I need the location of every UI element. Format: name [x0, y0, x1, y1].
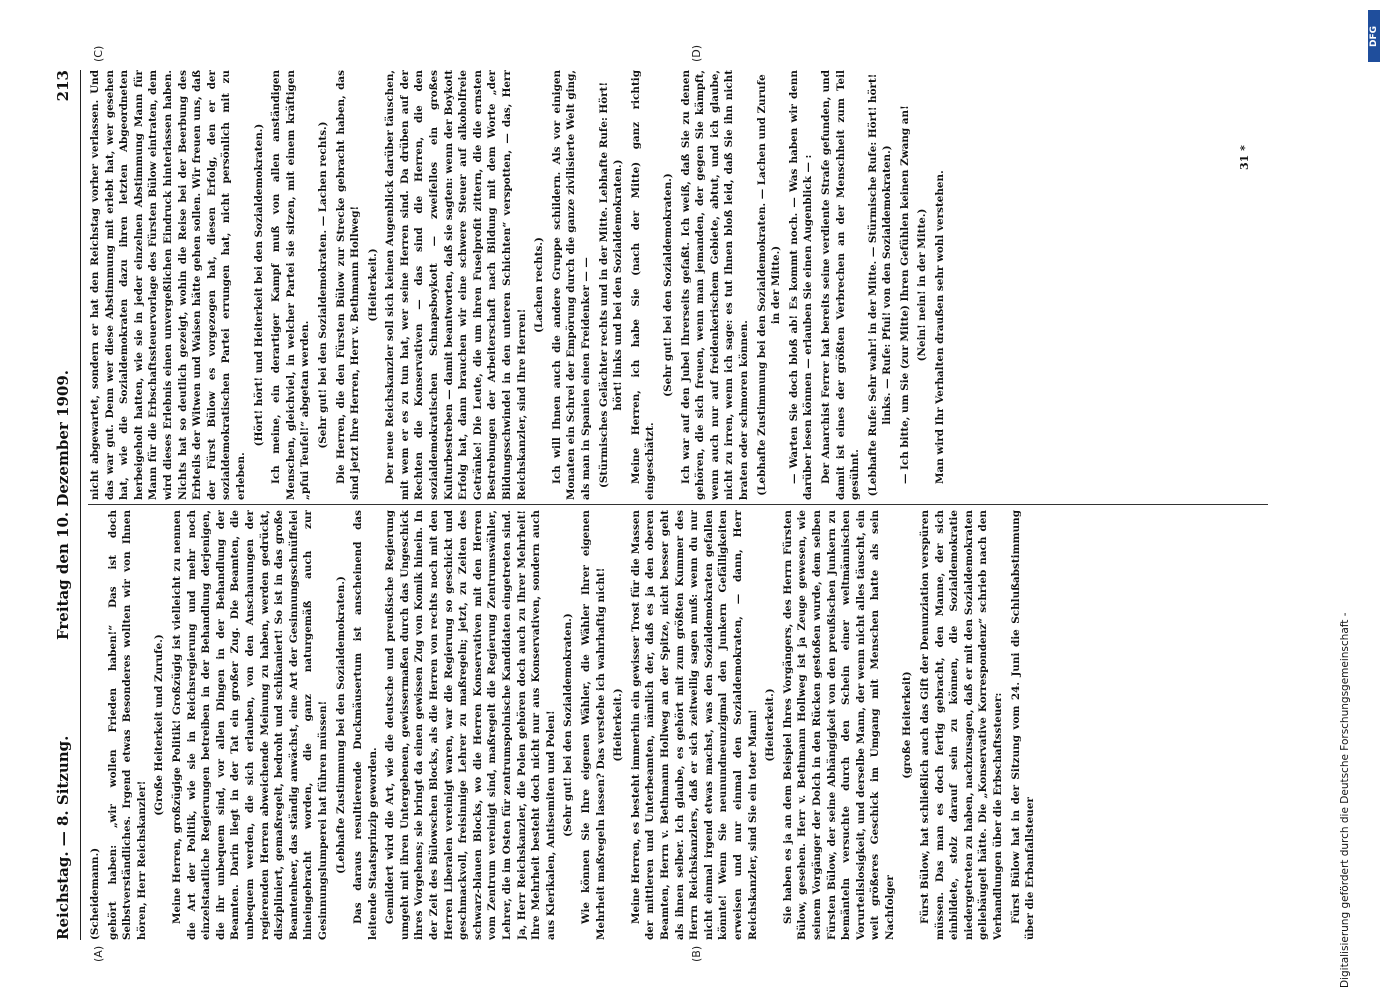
dfg-logo: DFG — [1368, 10, 1380, 62]
interjection: (Nein! nein! in der Mitte.) — [916, 208, 929, 362]
interjection: (Heiterkeit.) — [366, 248, 379, 322]
interjection: (Lebhafte Zustimmung bei den Sozialdemokraten.) — [334, 576, 347, 874]
digitization-note: Digitalisierung gefördert durch die Deutsche Forschungsgemeinschaft - — [1339, 612, 1351, 988]
paragraph: Ich will Ihnen auch die andere Gruppe schildern. Als vor einigen Monaten ein Schrei der Empörung durch die ganze zivilisierte Welt ging, als man in Spanien einen Freidenker — — — [550, 70, 592, 500]
margin-mark-b: (B) — [690, 945, 703, 962]
signature-mark: 31 * — [1238, 145, 1251, 170]
paragraph: Meine Herren, großzügige Politik! Großzügig ist vielleicht zu nennen die Art der Politik, wie sie in Reichsregierung und mehr noch einzelstaatliche Regierungen betreiben in der Behandlung derjenigen, die ihr unbequem sind, vor allen Dingen in der Behandlung der Beamten. Darin liegt in der Tat ein großer Zug. Die Beamten, die unbequem werden, die sich erlauben, von den Anschauungen der regierenden Herren abweichende Meinung zu haben, werden gedrückt, diszipliniert, gemaßregelt, bedroht und schikaniert! So ist in das große Beamtenheer, das ständig anwächst, eine Art der Gesinnungsschnüffelei hineingebracht worden, die ganz naturgemäß auch zur Gesinnungslumperei hat führen müssen! — [170, 510, 329, 940]
paragraph: Der Anarchist Ferrer hat bereits seine verdiente Strafe gefunden, und damit ist eines der größten Verbrechen an der Menschheit zum Teil gesühnt. — [819, 70, 862, 500]
header-rule — [80, 70, 81, 940]
margin-mark-c: (C) — [92, 45, 105, 62]
interjection: (Lebhafte Zustimmung bei den Sozialdemokraten. — Lachen und Zurufe in der Mitte.) — [755, 74, 783, 496]
paragraph: Meine Herren, ich habe Sie (nach der Mitte) ganz richtig eingeschätzt. — [629, 70, 657, 500]
paragraph: Sie haben es ja an dem Beispiel Ihres Vorgängers, des Herrn Fürsten Bülow, gesehen. Herr v. Bethmann Hollweg ist ja Zeuge gewesen, wie seinem Vorgänger der Dolch in den Rücken gestoßen wurde, dem selben Fürsten Bülow, der seine Abhängigkeit von den preußischen Junkern zu bemänteln versuchte durch den Schein einer weltmännischen Vorurteilslosigkeit, und derselbe Mann, der wenn nicht alles täuscht, ein weit größeres Geschick im Umgang mit Menschen hatte als sein Nachfolger — [781, 510, 896, 940]
paragraph: Wie können Sie Ihre eigenen Wähler, die Wähler Ihrer eigenen Mehrheit maßregeln lassen? Das verstehe ich wahrhaftig nicht! — [580, 510, 607, 940]
paragraph: Gemildert wird die Art, wie die deutsche und preußische Regierung umgeht mit ihren Untergebenen, gewissermaßen durch das Ungeschick ihres Vorgehens; sie bringt da einen gewissen Zug von Komik hinein. In der Zeit des Bülowschen Blocks, als die Herren von rechts noch mit den Herren Liberalen vereinigt waren, war die Regierung so geschickt und geschmackvoll, freisinnige Lehrer zu maßregeln; jetzt, zu Zeiten des schwarz-blauen Blocks, wo die Herren Konservativen mit den Herren vom Zentrum vereinigt sind, maßregelt die Regierung Zentrumswähler, Lehrer, die im Osten für zentrumspolnische Kandidaten eingetreten sind. Ja, Herr Reichskanzler, die Polen gehören doch auch zu Ihrer Mehrheit! Ihre Mehrheit besteht doch nicht nur aus Konservativen, sondern auch aus Klerikalen, Antisemiten und Polen! — [384, 510, 557, 940]
paragraph: Der neue Reichskanzler soll sich keinen Augenblick darüber täuschen, mit wem er es zu tun hat, wer seine Herren sind. Da drüben auf der Rechten die Konservativen — das sind die Herren, die den sozialdemokratischen Schnapsboykott — zweifellos ein großes Kulturbestreben — damit beantworten, daß sie sagten: wenn der Boykott Erfolg hat, dann brauchen wir eine schwere Steuer auf alkoholfreie Getränke! Die Leute, die um ihren Fuselprofit zittern, die die ernsten Bestrebungen der Arbeiterschaft nach Bildung mit dem Worte „der Bildungsschwindel in den unteren Schichten“ verspotten, — das, Herr Reichskanzler, sind Ihre Herren! — [384, 70, 528, 500]
interjection: (Lachen rechts.) — [533, 237, 546, 333]
page-header — [50, 70, 78, 940]
interjection: (Hört! hört! und Heiterkeit bei den Sozialdemokraten.) — [252, 123, 265, 447]
paragraph: — Ich bitte, um Sie (zur Mitte) Ihren Gefühlen keinen Zwang an! — [898, 105, 911, 484]
interjection: (Sehr gut! bei den Sozialdemokraten. — Lachen rechts.) — [316, 121, 329, 449]
paragraph: Fürst Bülow hat in der Sitzung vom 24. Juni die Schlußabstimmung über die Erbanfallsteuer — [1009, 510, 1037, 940]
interjection: (Stürmisches Gelächter rechts und in der Mitte. Lebhafte Rufe: Hört! hört! links und bei den Sozialdemokraten.) — [597, 81, 625, 489]
interjection: (Sehr gut! bei den Sozialdemokraten.) — [661, 173, 674, 397]
margin-mark-d: (D) — [690, 44, 703, 62]
paragraph: Man wird Ihr Verhalten draußen sehr wohl verstehen. — [934, 170, 947, 484]
paragraph: (Scheidemann.) — [89, 847, 101, 940]
interjection: (Große Heiterkeit und Zurufe.) — [153, 634, 166, 816]
paragraph: Fürst Bülow, hat schließlich auch das Gift der Denunziation verspüren müssen. Das man es doch fertig gebracht, den Manne, der sich einbildete, stolz darauf sein zu können, die Sozialdemokratie niedergetreten zu haben, nachzusagen, daß er mit den Sozialdemokraten geliebäugelt hätte. Die „Konservative Korrespondenz“ schrieb nach den Verhandlungen über die Erbschaftssteuer: — [919, 510, 1005, 940]
margin-mark-a: (A) — [92, 945, 105, 962]
interjection: (Sehr gut! bei den Sozialdemokraten.) — [562, 613, 575, 837]
paragraph: — Warten Sie doch bloß ab! Es kommt noch. — Was haben wir denn darüber lesen können — erlauben Sie einen Augenblick — : — [787, 70, 815, 500]
paragraph: Meine Herren, es besteht immerhin ein gewisser Trost für die Massen der mittleren und Unterbeamten, nämlich der, daß es ja den oberen Beamten, Herrn v. Bethmann Hollweg an der Spitze, nicht besser geht als ihnen selber. Ich glaube, es gehört mit zum größten Kummer des Herrn Reichskanzlers, daß er sich zeitweilig sagen muß: wenn du nur nicht einmal irgend etwas machst, was den Sozialdemokraten gefallen könnte! Wenn Sie neunundneunzigmal den Junkern Gefälligkeiten erweisen und nur einmal den Sozialdemokraten, — dann, Herr Reichskanzler, sind Sie ein toter Mann! — [629, 510, 759, 940]
paragraph: Die Herren, die den Fürsten Bülow zur Strecke gebracht haben, das sind jetzt Ihre Herren, Herr v. Bethmann Hollweg! — [334, 70, 362, 500]
paragraph: Ich meine, ein derartiger Kampf muß von allen anständigen Menschen, gleichviel, in welcher Partei sie sitzen, mit einem kräftigen „pfui Teufel!“ abgetan werden. — [270, 70, 312, 500]
paragraph: Das daraus resultierende Duckmäusertum ist anscheinend das leitende Staatsprinzip geworden. — [352, 510, 379, 940]
interjection: (Heiterkeit.) — [764, 688, 777, 762]
interjection: (Lebhafte Rufe: Sehr wahr! in der Mitte. — Stürmische Rufe: Hört! hört! links. — Rufe: Pfui! von den Sozialdemokraten.) — [866, 73, 894, 497]
paragraph: gehört haben: „wir wollen Frieden haben!“ Das ist doch Selbstverständliches. Irgend etwas Besonderes wollten wir von Ihnen hören, Herr Reichskanzler! — [106, 510, 148, 940]
text-column-left — [88, 510, 1268, 940]
paragraph: nicht abgewartet, sondern er hat den Reichstag vorher verlassen. Und das war gut. Denn wer diese Abstimmung mit erlebt hat, wer gesehen hat, wie die Sozialdemokraten dazu ihren letzten Abgeordneten herbeigeholt hatten, wie sie in jeder einzelnen Abstimmung Mann für Mann für die Erbschaftssteuervorlage des Fürsten Bülow eintraten, dem wird dieses Erlebnis einen unvergeßlichen Eindruck hinterlassen haben. Nichts hat so deutlich gezeigt, wohin die Reise bei der Beerbung des Erbteils der Witwen und Waisen hätte gehen sollen. Wir freuen uns, daß der Fürst Bülow es vorgezogen hat, diesen Erfolg, den er der sozialdemokratischen Partei errungen hat, nicht persönlich mit zu erleben. — [89, 70, 247, 500]
interjection: (Heiterkeit.) — [612, 688, 625, 762]
page-number: 213 — [54, 70, 72, 102]
column-divider — [88, 504, 1268, 505]
header-section-title: Reichstag. — 8. Sitzung. — [54, 735, 72, 940]
paragraph: Ich war auf den Jubel Ihrerseits gefaßt. Ich weiß, daß Sie zu denen gehören, die sich freuen, wenn man jemanden, der gegen Sie kämpft, wenn auch nur auf freidenkerischem Gebiete, abtut, und ich glaube, nicht zu irren, wenn ich sage: es tut Ihnen bloß leid, daß Sie ihn nicht braten oder schmoren können. — [679, 70, 750, 500]
interjection: (große Heiterkeit) — [901, 671, 914, 779]
text-column-right — [88, 70, 1268, 500]
header-date: Freitag den 10. Dezember 1909. — [54, 370, 72, 640]
